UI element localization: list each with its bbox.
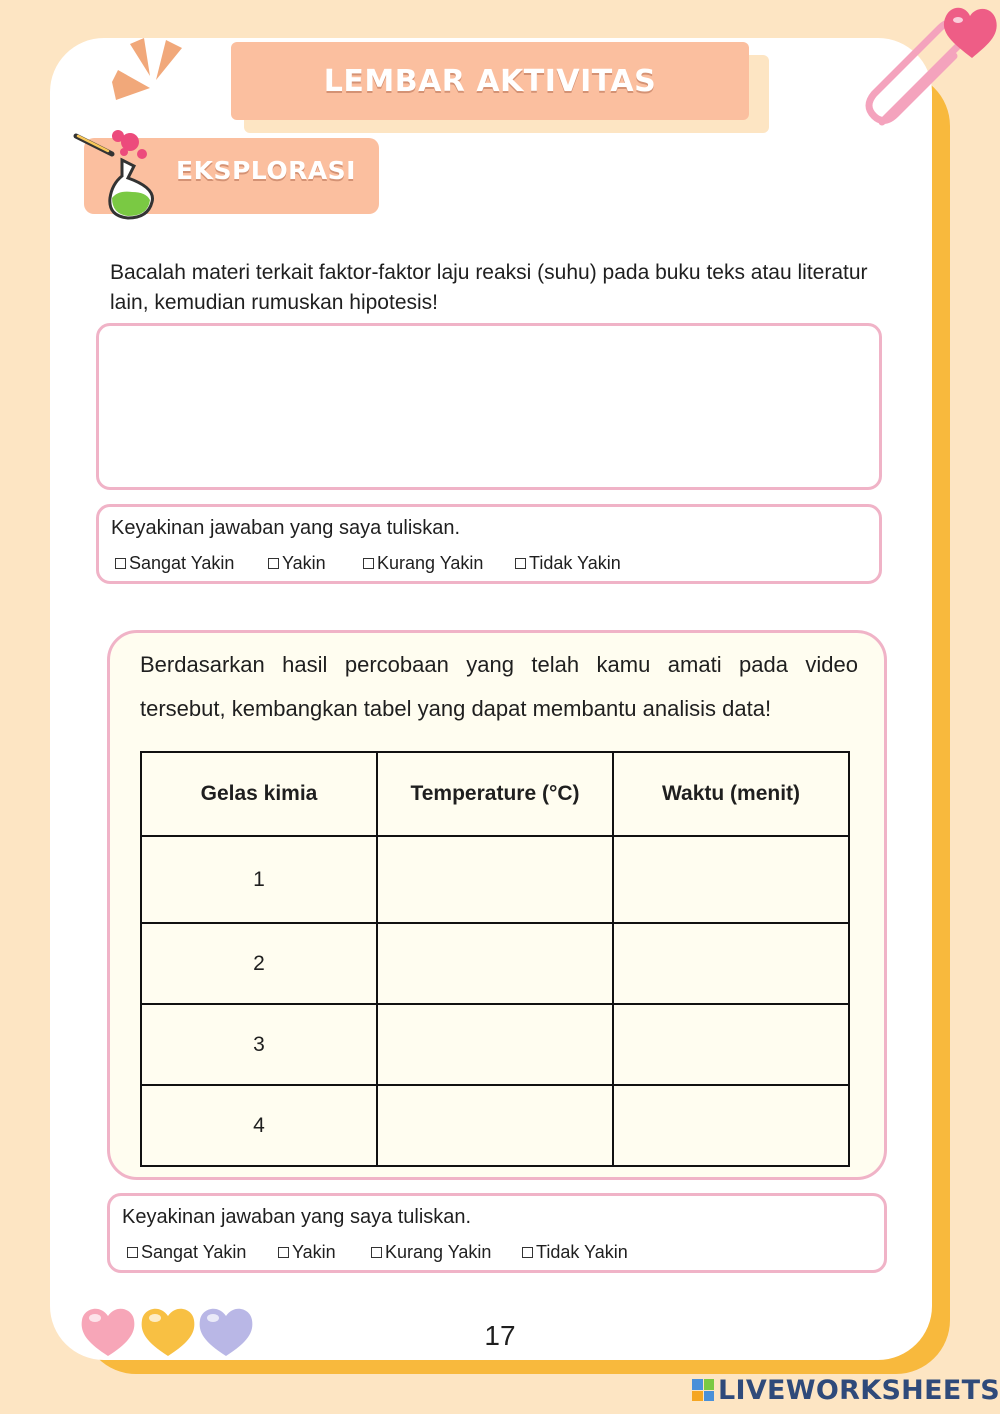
table-cell-temperature[interactable] <box>377 836 613 923</box>
table-row <box>141 1004 849 1085</box>
option-sangat-yakin[interactable] <box>115 553 234 574</box>
option-tidak-yakin[interactable] <box>522 1242 628 1263</box>
checkbox-icon[interactable] <box>268 558 279 569</box>
checkbox-icon[interactable] <box>278 1247 289 1258</box>
option-label: Yakin <box>282 553 326 573</box>
option-sangat-yakin[interactable] <box>127 1242 246 1263</box>
panel-line-1: Berdasarkan hasil percobaan yang telah kamu amati pada video <box>140 652 858 677</box>
table-cell-temperature[interactable] <box>377 1004 613 1085</box>
table-cell-time[interactable] <box>613 836 849 923</box>
table-cell-temperature[interactable] <box>377 1085 613 1166</box>
panel-line-2: tersebut, kembangkan tabel yang dapat membantu analisis data! <box>140 696 772 721</box>
confidence-box-1 <box>96 504 882 584</box>
table-row <box>141 836 849 923</box>
option-kurang-yakin[interactable] <box>371 1242 491 1263</box>
table-header-row <box>141 752 849 836</box>
option-label: Sangat Yakin <box>129 553 235 573</box>
checkbox-icon[interactable] <box>522 1247 533 1258</box>
header-waktu: Waktu (menit) <box>613 752 849 836</box>
instruction-text: Bacalah materi terkait faktor-faktor laju reaksi (suhu) pada buku teks atau literatur lain, kemudian rumuskan hipotesis! <box>110 261 868 314</box>
table-cell-time[interactable] <box>613 923 849 1004</box>
table-cell-beaker: 1 <box>141 836 377 923</box>
checkbox-icon[interactable] <box>363 558 374 569</box>
option-label: Tidak Yakin <box>529 553 621 573</box>
option-kurang-yakin[interactable] <box>363 553 483 574</box>
option-label: Yakin <box>292 1242 336 1262</box>
page-number: 17 <box>484 1320 516 1351</box>
confidence-box-2 <box>107 1193 887 1273</box>
table-row <box>141 923 849 1004</box>
option-yakin[interactable] <box>268 553 326 574</box>
checkbox-icon[interactable] <box>515 558 526 569</box>
brand-name: LIVEWORKSHEETS <box>718 1374 1000 1406</box>
table-cell-beaker: 2 <box>141 923 377 1004</box>
option-label: Kurang Yakin <box>377 553 484 573</box>
table-cell-beaker: 3 <box>141 1004 377 1085</box>
paperclip-heart-icon <box>862 0 1000 140</box>
liveworksheets-logo-icon <box>692 1379 714 1401</box>
panel-instruction <box>140 643 858 731</box>
table-cell-time[interactable] <box>613 1004 849 1085</box>
hearts-icon <box>78 1304 258 1358</box>
table-cell-temperature[interactable] <box>377 923 613 1004</box>
page-title: LEMBAR AKTIVITAS <box>323 63 657 99</box>
data-table <box>140 751 850 1167</box>
title-banner <box>231 42 749 120</box>
checkbox-icon[interactable] <box>127 1247 138 1258</box>
option-label: Sangat Yakin <box>141 1242 247 1262</box>
option-label: Kurang Yakin <box>385 1242 492 1262</box>
confidence-title: Keyakinan jawaban yang saya tuliskan. <box>111 517 461 539</box>
checkbox-icon[interactable] <box>115 558 126 569</box>
table-cell-beaker: 4 <box>141 1085 377 1166</box>
analysis-panel <box>107 630 887 1180</box>
confidence-title: Keyakinan jawaban yang saya tuliskan. <box>122 1206 472 1228</box>
section-label: EKSPLORASI <box>176 156 356 185</box>
header-temperature: Temperature (°C) <box>377 752 613 836</box>
table-row <box>141 1085 849 1166</box>
liveworksheets-logo[interactable] <box>692 1374 1000 1406</box>
header-gelas-kimia: Gelas kimia <box>141 752 377 836</box>
flask-icon <box>72 122 168 222</box>
checkbox-icon[interactable] <box>371 1247 382 1258</box>
hypothesis-answer-box[interactable] <box>96 323 882 490</box>
option-label: Tidak Yakin <box>536 1242 628 1262</box>
table-cell-time[interactable] <box>613 1085 849 1166</box>
sparkle-rays-icon <box>108 36 198 106</box>
option-yakin[interactable] <box>278 1242 336 1263</box>
option-tidak-yakin[interactable] <box>515 553 621 574</box>
